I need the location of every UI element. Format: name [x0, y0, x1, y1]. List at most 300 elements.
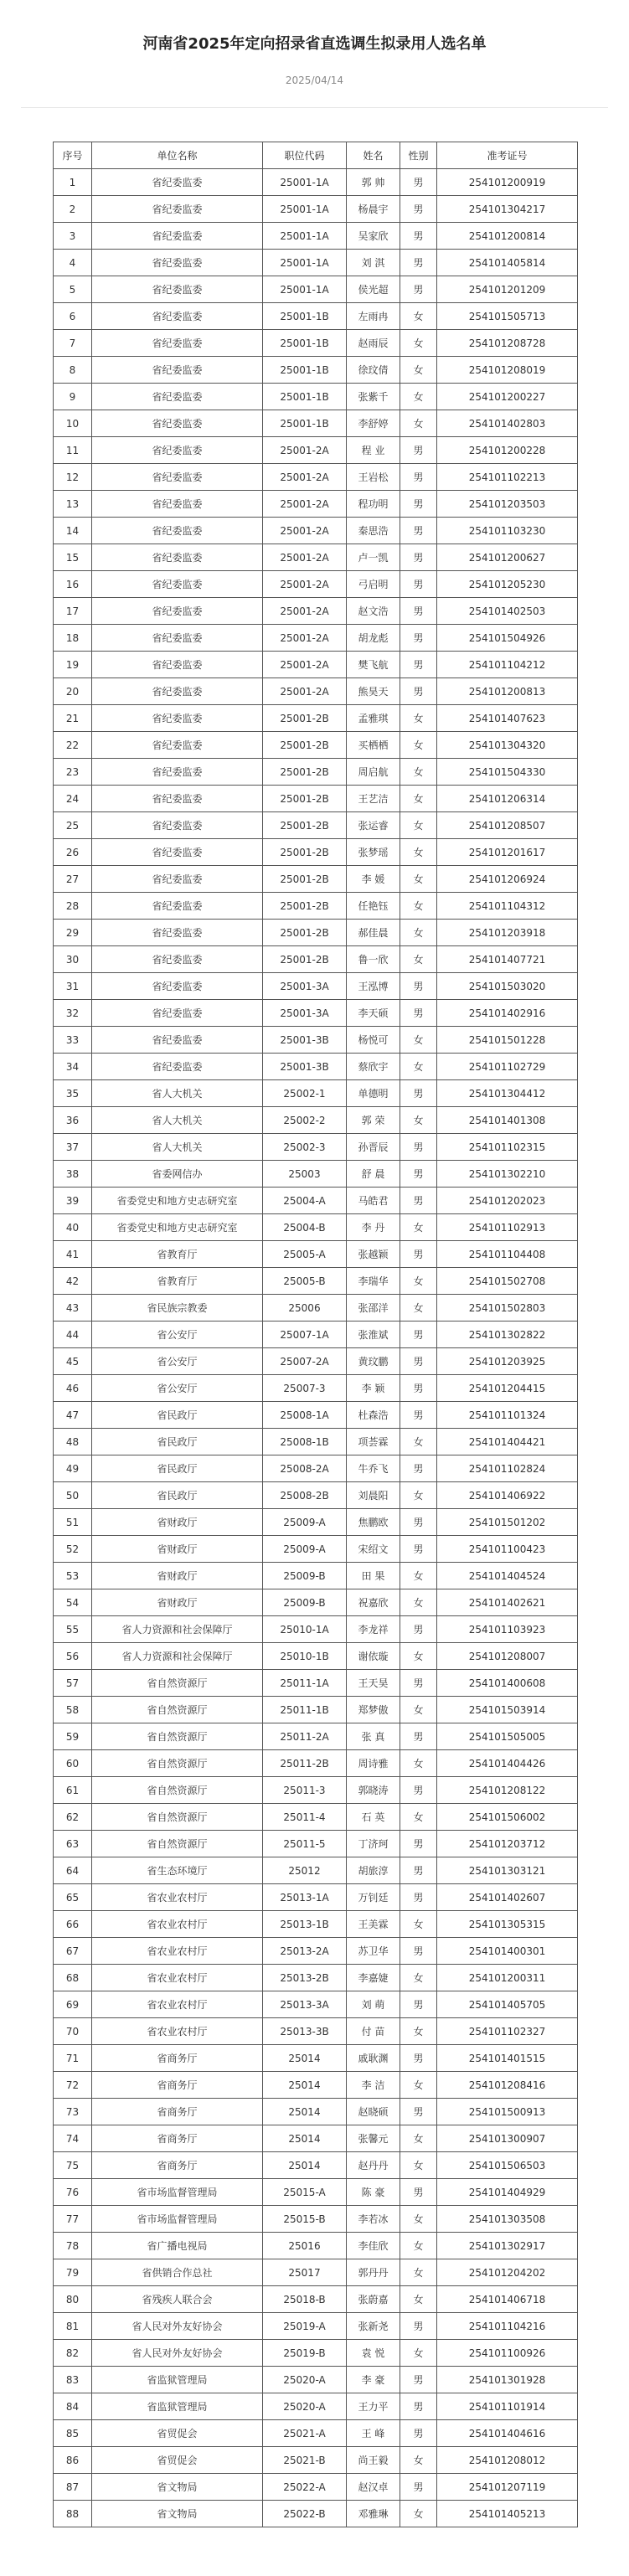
cell-gender: 男: [400, 2179, 437, 2206]
table-row: [54, 1107, 578, 1134]
cell-name: 买栖栖: [347, 732, 400, 759]
table-row: [54, 705, 578, 732]
cell-index: 68: [54, 1965, 92, 1991]
cell-exam-number: 254101103923: [437, 1616, 578, 1643]
table-row: [54, 1884, 578, 1911]
cell-unit: 省纪委监委: [92, 437, 263, 464]
cell-index: 45: [54, 1348, 92, 1375]
cell-name: 王艺洁: [347, 786, 400, 812]
cell-index: 27: [54, 866, 92, 893]
cell-position-code: 25013-3B: [263, 2018, 347, 2045]
cell-index: 13: [54, 491, 92, 518]
table-row: [54, 2501, 578, 2527]
cell-unit: 省生态环境厅: [92, 1857, 263, 1884]
cell-name: 左雨冉: [347, 303, 400, 330]
cell-exam-number: 254101407721: [437, 946, 578, 973]
cell-position-code: 25003: [263, 1161, 347, 1188]
cell-unit: 省贸促会: [92, 2420, 263, 2447]
cell-position-code: 25020-A: [263, 2367, 347, 2393]
table-row: [54, 384, 578, 410]
cell-gender: 男: [400, 973, 437, 1000]
table-row: [54, 1161, 578, 1188]
cell-unit: 省纪委监委: [92, 410, 263, 437]
cell-index: 9: [54, 384, 92, 410]
cell-gender: 男: [400, 1375, 437, 1402]
table-row: [54, 464, 578, 491]
cell-gender: 男: [400, 1536, 437, 1563]
cell-exam-number: 254101200227: [437, 384, 578, 410]
cell-exam-number: 254101502803: [437, 1295, 578, 1321]
cell-index: 54: [54, 1589, 92, 1616]
cell-gender: 男: [400, 2045, 437, 2072]
cell-index: 80: [54, 2286, 92, 2313]
cell-gender: 女: [400, 1643, 437, 1670]
cell-position-code: 25013-3A: [263, 1991, 347, 2018]
cell-position-code: 25001-2B: [263, 920, 347, 946]
cell-exam-number: 254101406718: [437, 2286, 578, 2313]
cell-gender: 男: [400, 1723, 437, 1750]
cell-gender: 男: [400, 1670, 437, 1697]
cell-gender: 女: [400, 1589, 437, 1616]
cell-gender: 男: [400, 223, 437, 250]
cell-gender: 男: [400, 1991, 437, 2018]
cell-position-code: 25001-2A: [263, 625, 347, 652]
cell-gender: 女: [400, 410, 437, 437]
cell-index: 64: [54, 1857, 92, 1884]
cell-name: 任艳钰: [347, 893, 400, 920]
cell-gender: 女: [400, 1054, 437, 1080]
cell-exam-number: 254101208416: [437, 2072, 578, 2099]
cell-unit: 省商务厅: [92, 2072, 263, 2099]
cell-position-code: 25001-2A: [263, 571, 347, 598]
cell-position-code: 25008-2A: [263, 1455, 347, 1482]
cell-unit: 省教育厅: [92, 1241, 263, 1268]
table-row: [54, 2447, 578, 2474]
cell-position-code: 25001-3B: [263, 1027, 347, 1054]
cell-position-code: 25005-B: [263, 1268, 347, 1295]
cell-position-code: 25001-2B: [263, 732, 347, 759]
cell-unit: 省纪委监委: [92, 464, 263, 491]
cell-unit: 省纪委监委: [92, 1054, 263, 1080]
cell-exam-number: 254101100423: [437, 1536, 578, 1563]
cell-position-code: 25001-3A: [263, 973, 347, 1000]
cell-unit: 省纪委监委: [92, 973, 263, 1000]
cell-position-code: 25001-1A: [263, 223, 347, 250]
cell-gender: 男: [400, 1080, 437, 1107]
cell-name: 孟雅琪: [347, 705, 400, 732]
cell-gender: 女: [400, 812, 437, 839]
cell-gender: 女: [400, 1482, 437, 1509]
cell-exam-number: 254101201617: [437, 839, 578, 866]
table-row: [54, 839, 578, 866]
table-row: [54, 2367, 578, 2393]
cell-index: 55: [54, 1616, 92, 1643]
cell-name: 张越颖: [347, 1241, 400, 1268]
cell-name: 熊昊天: [347, 678, 400, 705]
cell-name: 李 颖: [347, 1375, 400, 1402]
cell-index: 70: [54, 2018, 92, 2045]
cell-position-code: 25010-1B: [263, 1643, 347, 1670]
cell-unit: 省纪委监委: [92, 303, 263, 330]
table-row: [54, 2099, 578, 2125]
table-header-row: [54, 142, 578, 169]
cell-index: 10: [54, 410, 92, 437]
cell-unit: 省人民对外友好协会: [92, 2313, 263, 2340]
cell-gender: 女: [400, 2206, 437, 2233]
cell-name: 万钊廷: [347, 1884, 400, 1911]
cell-name: 杨晨宇: [347, 196, 400, 223]
cell-gender: 男: [400, 1857, 437, 1884]
cell-index: 52: [54, 1536, 92, 1563]
table-row: [54, 1348, 578, 1375]
cell-index: 59: [54, 1723, 92, 1750]
cell-gender: 男: [400, 1831, 437, 1857]
cell-gender: 男: [400, 2393, 437, 2420]
cell-name: 王力平: [347, 2393, 400, 2420]
table-row: [54, 866, 578, 893]
cell-unit: 省纪委监委: [92, 920, 263, 946]
cell-exam-number: 254101200813: [437, 678, 578, 705]
cell-exam-number: 254101402916: [437, 1000, 578, 1027]
cell-exam-number: 254101404421: [437, 1429, 578, 1455]
cell-unit: 省委党史和地方史志研究室: [92, 1188, 263, 1214]
cell-unit: 省财政厅: [92, 1509, 263, 1536]
cell-name: 邓雅琳: [347, 2501, 400, 2527]
cell-position-code: 25001-1A: [263, 250, 347, 276]
column-header-exam-number: 准考证号: [437, 142, 578, 169]
cell-position-code: 25011-2A: [263, 1723, 347, 1750]
cell-index: 56: [54, 1643, 92, 1670]
cell-position-code: 25013-2A: [263, 1938, 347, 1965]
cell-position-code: 25022-A: [263, 2474, 347, 2501]
table-row: [54, 678, 578, 705]
cell-exam-number: 254101506002: [437, 1804, 578, 1831]
cell-exam-number: 254101404616: [437, 2420, 578, 2447]
page-title: 河南省2025年定向招录省直选调生拟录用人选名单: [142, 35, 487, 53]
cell-gender: 男: [400, 1161, 437, 1188]
cell-unit: 省民族宗教委: [92, 1295, 263, 1321]
cell-gender: 女: [400, 893, 437, 920]
cell-name: 刘 淇: [347, 250, 400, 276]
cell-position-code: 25021-B: [263, 2447, 347, 2474]
cell-index: 16: [54, 571, 92, 598]
cell-name: 尚王毅: [347, 2447, 400, 2474]
cell-exam-number: 254101407623: [437, 705, 578, 732]
cell-name: 胡龙彪: [347, 625, 400, 652]
cell-position-code: 25011-5: [263, 1831, 347, 1857]
publish-date: 2025/04/14: [285, 75, 344, 86]
cell-position-code: 25009-A: [263, 1536, 347, 1563]
cell-name: 焦鹏欧: [347, 1509, 400, 1536]
table-row: [54, 1723, 578, 1750]
cell-gender: 男: [400, 1348, 437, 1375]
cell-exam-number: 254101303121: [437, 1857, 578, 1884]
table-row: [54, 1214, 578, 1241]
cell-gender: 女: [400, 759, 437, 786]
table-row: [54, 920, 578, 946]
cell-exam-number: 254101505713: [437, 303, 578, 330]
cell-exam-number: 254101204415: [437, 1375, 578, 1402]
cell-exam-number: 254101500913: [437, 2099, 578, 2125]
cell-exam-number: 254101202023: [437, 1188, 578, 1214]
cell-index: 29: [54, 920, 92, 946]
cell-exam-number: 254101100926: [437, 2340, 578, 2367]
cell-gender: 男: [400, 1188, 437, 1214]
cell-exam-number: 254101207119: [437, 2474, 578, 2501]
cell-unit: 省纪委监委: [92, 571, 263, 598]
cell-unit: 省残疾人联合会: [92, 2286, 263, 2313]
cell-gender: 女: [400, 1911, 437, 1938]
cell-index: 82: [54, 2340, 92, 2367]
cell-exam-number: 254101304217: [437, 196, 578, 223]
cell-position-code: 25001-3A: [263, 1000, 347, 1027]
cell-name: 苏卫华: [347, 1938, 400, 1965]
cell-gender: 男: [400, 1134, 437, 1161]
cell-exam-number: 254101401515: [437, 2045, 578, 2072]
cell-index: 69: [54, 1991, 92, 2018]
table-row: [54, 1991, 578, 2018]
candidate-table-wrapper: [53, 142, 577, 2527]
cell-position-code: 25011-2B: [263, 1750, 347, 1777]
cell-name: 马皓君: [347, 1188, 400, 1214]
cell-gender: 女: [400, 384, 437, 410]
cell-gender: 男: [400, 1616, 437, 1643]
cell-index: 14: [54, 518, 92, 544]
table-row: [54, 410, 578, 437]
cell-position-code: 25001-1A: [263, 276, 347, 303]
cell-gender: 女: [400, 705, 437, 732]
table-row: [54, 1804, 578, 1831]
cell-exam-number: 254101506503: [437, 2152, 578, 2179]
table-row: [54, 625, 578, 652]
cell-position-code: 25009-B: [263, 1589, 347, 1616]
cell-exam-number: 254101405705: [437, 1991, 578, 2018]
cell-position-code: 25001-1B: [263, 384, 347, 410]
table-row: [54, 518, 578, 544]
cell-name: 袁 悦: [347, 2340, 400, 2367]
cell-unit: 省商务厅: [92, 2125, 263, 2152]
cell-position-code: 25011-1B: [263, 1697, 347, 1723]
cell-exam-number: 254101208012: [437, 2447, 578, 2474]
cell-index: 35: [54, 1080, 92, 1107]
cell-exam-number: 254101208507: [437, 812, 578, 839]
cell-exam-number: 254101104212: [437, 652, 578, 678]
cell-name: 侯光超: [347, 276, 400, 303]
cell-gender: 男: [400, 1000, 437, 1027]
cell-gender: 男: [400, 437, 437, 464]
cell-position-code: 25008-1B: [263, 1429, 347, 1455]
cell-unit: 省贸促会: [92, 2447, 263, 2474]
cell-index: 42: [54, 1268, 92, 1295]
cell-exam-number: 254101203503: [437, 491, 578, 518]
table-row: [54, 223, 578, 250]
cell-unit: 省市场监督管理局: [92, 2206, 263, 2233]
cell-name: 程功明: [347, 491, 400, 518]
column-header-position-code: 职位代码: [263, 142, 347, 169]
cell-gender: 女: [400, 2072, 437, 2099]
cell-index: 2: [54, 196, 92, 223]
cell-unit: 省文物局: [92, 2474, 263, 2501]
cell-index: 3: [54, 223, 92, 250]
cell-name: 祝嘉欣: [347, 1589, 400, 1616]
cell-gender: 女: [400, 2447, 437, 2474]
cell-position-code: 25017: [263, 2259, 347, 2286]
table-row: [54, 1616, 578, 1643]
cell-exam-number: 254101208019: [437, 357, 578, 384]
table-row: [54, 1241, 578, 1268]
cell-name: 孙晋辰: [347, 1134, 400, 1161]
table-row: [54, 303, 578, 330]
cell-exam-number: 254101208728: [437, 330, 578, 357]
table-row: [54, 2393, 578, 2420]
cell-exam-number: 254101205230: [437, 571, 578, 598]
table-row: [54, 1375, 578, 1402]
cell-gender: 男: [400, 1241, 437, 1268]
cell-name: 李 洁: [347, 2072, 400, 2099]
cell-name: 王美霖: [347, 1911, 400, 1938]
cell-index: 15: [54, 544, 92, 571]
cell-name: 郭 帅: [347, 169, 400, 196]
table-row: [54, 1268, 578, 1295]
cell-unit: 省财政厅: [92, 1589, 263, 1616]
cell-index: 58: [54, 1697, 92, 1723]
table-row: [54, 1777, 578, 1804]
cell-position-code: 25009-A: [263, 1509, 347, 1536]
cell-exam-number: 254101200919: [437, 169, 578, 196]
cell-unit: 省农业农村厅: [92, 2018, 263, 2045]
cell-name: 郑梦傲: [347, 1697, 400, 1723]
cell-index: 7: [54, 330, 92, 357]
cell-exam-number: 254101104312: [437, 893, 578, 920]
cell-gender: 女: [400, 330, 437, 357]
table-row: [54, 2313, 578, 2340]
cell-unit: 省监狱管理局: [92, 2393, 263, 2420]
cell-unit: 省自然资源厅: [92, 1697, 263, 1723]
table-row: [54, 1027, 578, 1054]
cell-name: 牛乔飞: [347, 1455, 400, 1482]
cell-unit: 省人大机关: [92, 1134, 263, 1161]
cell-index: 75: [54, 2152, 92, 2179]
cell-gender: 女: [400, 839, 437, 866]
cell-position-code: 25004-A: [263, 1188, 347, 1214]
cell-index: 43: [54, 1295, 92, 1321]
cell-name: 戚耿渊: [347, 2045, 400, 2072]
table-row: [54, 1295, 578, 1321]
table-row: [54, 2286, 578, 2313]
cell-index: 53: [54, 1563, 92, 1589]
cell-unit: 省农业农村厅: [92, 1884, 263, 1911]
cell-unit: 省纪委监委: [92, 705, 263, 732]
cell-exam-number: 254101200814: [437, 223, 578, 250]
cell-gender: 女: [400, 732, 437, 759]
cell-gender: 女: [400, 2152, 437, 2179]
table-row: [54, 2233, 578, 2259]
cell-index: 83: [54, 2367, 92, 2393]
cell-gender: 女: [400, 2340, 437, 2367]
table-body: [54, 169, 578, 2527]
cell-name: 张运睿: [347, 812, 400, 839]
cell-gender: 女: [400, 1107, 437, 1134]
cell-position-code: 25001-2B: [263, 946, 347, 973]
cell-name: 张蔚嘉: [347, 2286, 400, 2313]
table-row: [54, 1750, 578, 1777]
cell-name: 李若冰: [347, 2206, 400, 2233]
cell-position-code: 25014: [263, 2072, 347, 2099]
cell-unit: 省农业农村厅: [92, 1991, 263, 2018]
cell-unit: 省文物局: [92, 2501, 263, 2527]
cell-exam-number: 254101302822: [437, 1321, 578, 1348]
cell-position-code: 25002-1: [263, 1080, 347, 1107]
table-row: [54, 357, 578, 384]
cell-gender: 男: [400, 196, 437, 223]
table-row: [54, 893, 578, 920]
cell-index: 78: [54, 2233, 92, 2259]
table-row: [54, 973, 578, 1000]
cell-gender: 女: [400, 2233, 437, 2259]
cell-name: 蔡欣宇: [347, 1054, 400, 1080]
cell-index: 63: [54, 1831, 92, 1857]
cell-exam-number: 254101405814: [437, 250, 578, 276]
cell-name: 舒 晨: [347, 1161, 400, 1188]
cell-position-code: 25001-2A: [263, 598, 347, 625]
cell-unit: 省纪委监委: [92, 732, 263, 759]
cell-gender: 男: [400, 1777, 437, 1804]
cell-exam-number: 254101404524: [437, 1563, 578, 1589]
cell-exam-number: 254101302210: [437, 1161, 578, 1188]
cell-exam-number: 254101402621: [437, 1589, 578, 1616]
cell-unit: 省纪委监委: [92, 625, 263, 652]
cell-position-code: 25001-2B: [263, 866, 347, 893]
cell-position-code: 25001-2A: [263, 491, 347, 518]
cell-index: 32: [54, 1000, 92, 1027]
cell-unit: 省商务厅: [92, 2045, 263, 2072]
cell-unit: 省纪委监委: [92, 598, 263, 625]
cell-exam-number: 254101503020: [437, 973, 578, 1000]
cell-index: 77: [54, 2206, 92, 2233]
cell-unit: 省纪委监委: [92, 1000, 263, 1027]
cell-gender: 男: [400, 2420, 437, 2447]
cell-exam-number: 254101501202: [437, 1509, 578, 1536]
table-row: [54, 1000, 578, 1027]
cell-unit: 省纪委监委: [92, 196, 263, 223]
cell-position-code: 25013-2B: [263, 1965, 347, 1991]
column-header-index: 序号: [54, 142, 92, 169]
table-row: [54, 571, 578, 598]
cell-index: 36: [54, 1107, 92, 1134]
cell-name: 周诗雅: [347, 1750, 400, 1777]
cell-index: 44: [54, 1321, 92, 1348]
cell-unit: 省纪委监委: [92, 276, 263, 303]
cell-name: 李龙祥: [347, 1616, 400, 1643]
cell-name: 李 豪: [347, 2367, 400, 2393]
cell-name: 张梦瑶: [347, 839, 400, 866]
cell-gender: 女: [400, 1750, 437, 1777]
cell-gender: 男: [400, 652, 437, 678]
cell-name: 石 英: [347, 1804, 400, 1831]
cell-exam-number: 254101503914: [437, 1697, 578, 1723]
table-row: [54, 1455, 578, 1482]
table-row: [54, 1670, 578, 1697]
table-row: [54, 2045, 578, 2072]
table-row: [54, 491, 578, 518]
cell-unit: 省公安厅: [92, 1348, 263, 1375]
cell-exam-number: 254101402503: [437, 598, 578, 625]
table-row: [54, 544, 578, 571]
cell-unit: 省纪委监委: [92, 786, 263, 812]
cell-position-code: 25013-1B: [263, 1911, 347, 1938]
header-divider: [21, 107, 608, 108]
cell-gender: 女: [400, 2286, 437, 2313]
